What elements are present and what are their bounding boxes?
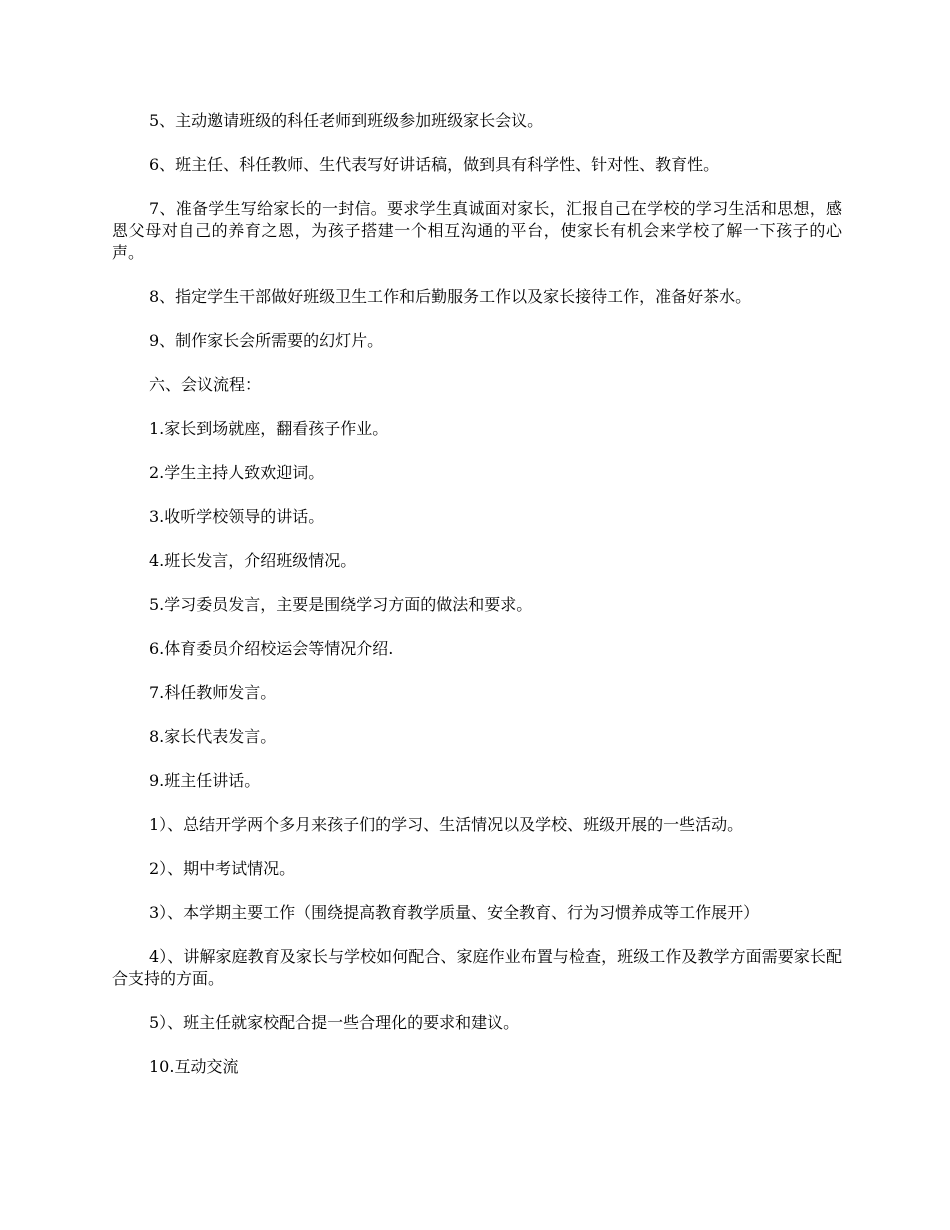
paragraph: 9.班主任讲话。 <box>149 771 261 790</box>
paragraph: 9、制作家长会所需要的幻灯片。 <box>149 331 384 350</box>
section-heading: 六、会议流程： <box>149 375 262 394</box>
paragraph: 1.家长到场就座，翻看孩子作业。 <box>149 419 389 438</box>
document-body <box>112 110 842 1100</box>
paragraph: 4）、讲解家庭教育及家长与学校如何配合、家庭作业布置与检查，班级工作及教学方面需要家长配合支持的方面。 <box>112 947 842 988</box>
paragraph: 3）、本学期主要工作（围绕提高教育教学质量、安全教育、行为习惯养成等工作展开） <box>149 903 760 922</box>
paragraph: 2.学生主持人致欢迎词。 <box>149 463 325 482</box>
paragraph: 2）、期中考试情况。 <box>149 859 296 878</box>
paragraph: 5）、班主任就家校配合提一些合理化的要求和建议。 <box>149 1013 520 1032</box>
paragraph: 8.家长代表发言。 <box>149 727 277 746</box>
paragraph: 7、准备学生写给家长的一封信。要求学生真诚面对家长，汇报自己在学校的学习生活和思想，感恩父母对自己的养育之恩，为孩子搭建一个相互沟通的平台，使家长有机会来学校了解一下孩子的心声。 <box>112 199 842 262</box>
paragraph: 6、班主任、科任教师、生代表写好讲话稿，做到具有科学性、针对性、教育性。 <box>149 155 720 174</box>
paragraph: 1）、总结开学两个多月来孩子们的学习、生活情况以及学校、班级开展的一些活动。 <box>149 815 744 834</box>
paragraph: 5.学习委员发言，主要是围绕学习方面的做法和要求。 <box>149 595 533 614</box>
paragraph: 6.体育委员介绍校运会等情况介绍. <box>149 639 394 658</box>
paragraph: 5、主动邀请班级的科任老师到班级参加班级家长会议。 <box>149 111 544 130</box>
paragraph: 7.科任教师发言。 <box>149 683 277 702</box>
paragraph: 10.互动交流 <box>149 1057 239 1076</box>
paragraph: 3.收听学校领导的讲话。 <box>149 507 325 526</box>
paragraph: 8、指定学生干部做好班级卫生工作和后勤服务工作以及家长接待工作，准备好茶水。 <box>149 287 752 306</box>
paragraph: 4.班长发言，介绍班级情况。 <box>149 551 357 570</box>
